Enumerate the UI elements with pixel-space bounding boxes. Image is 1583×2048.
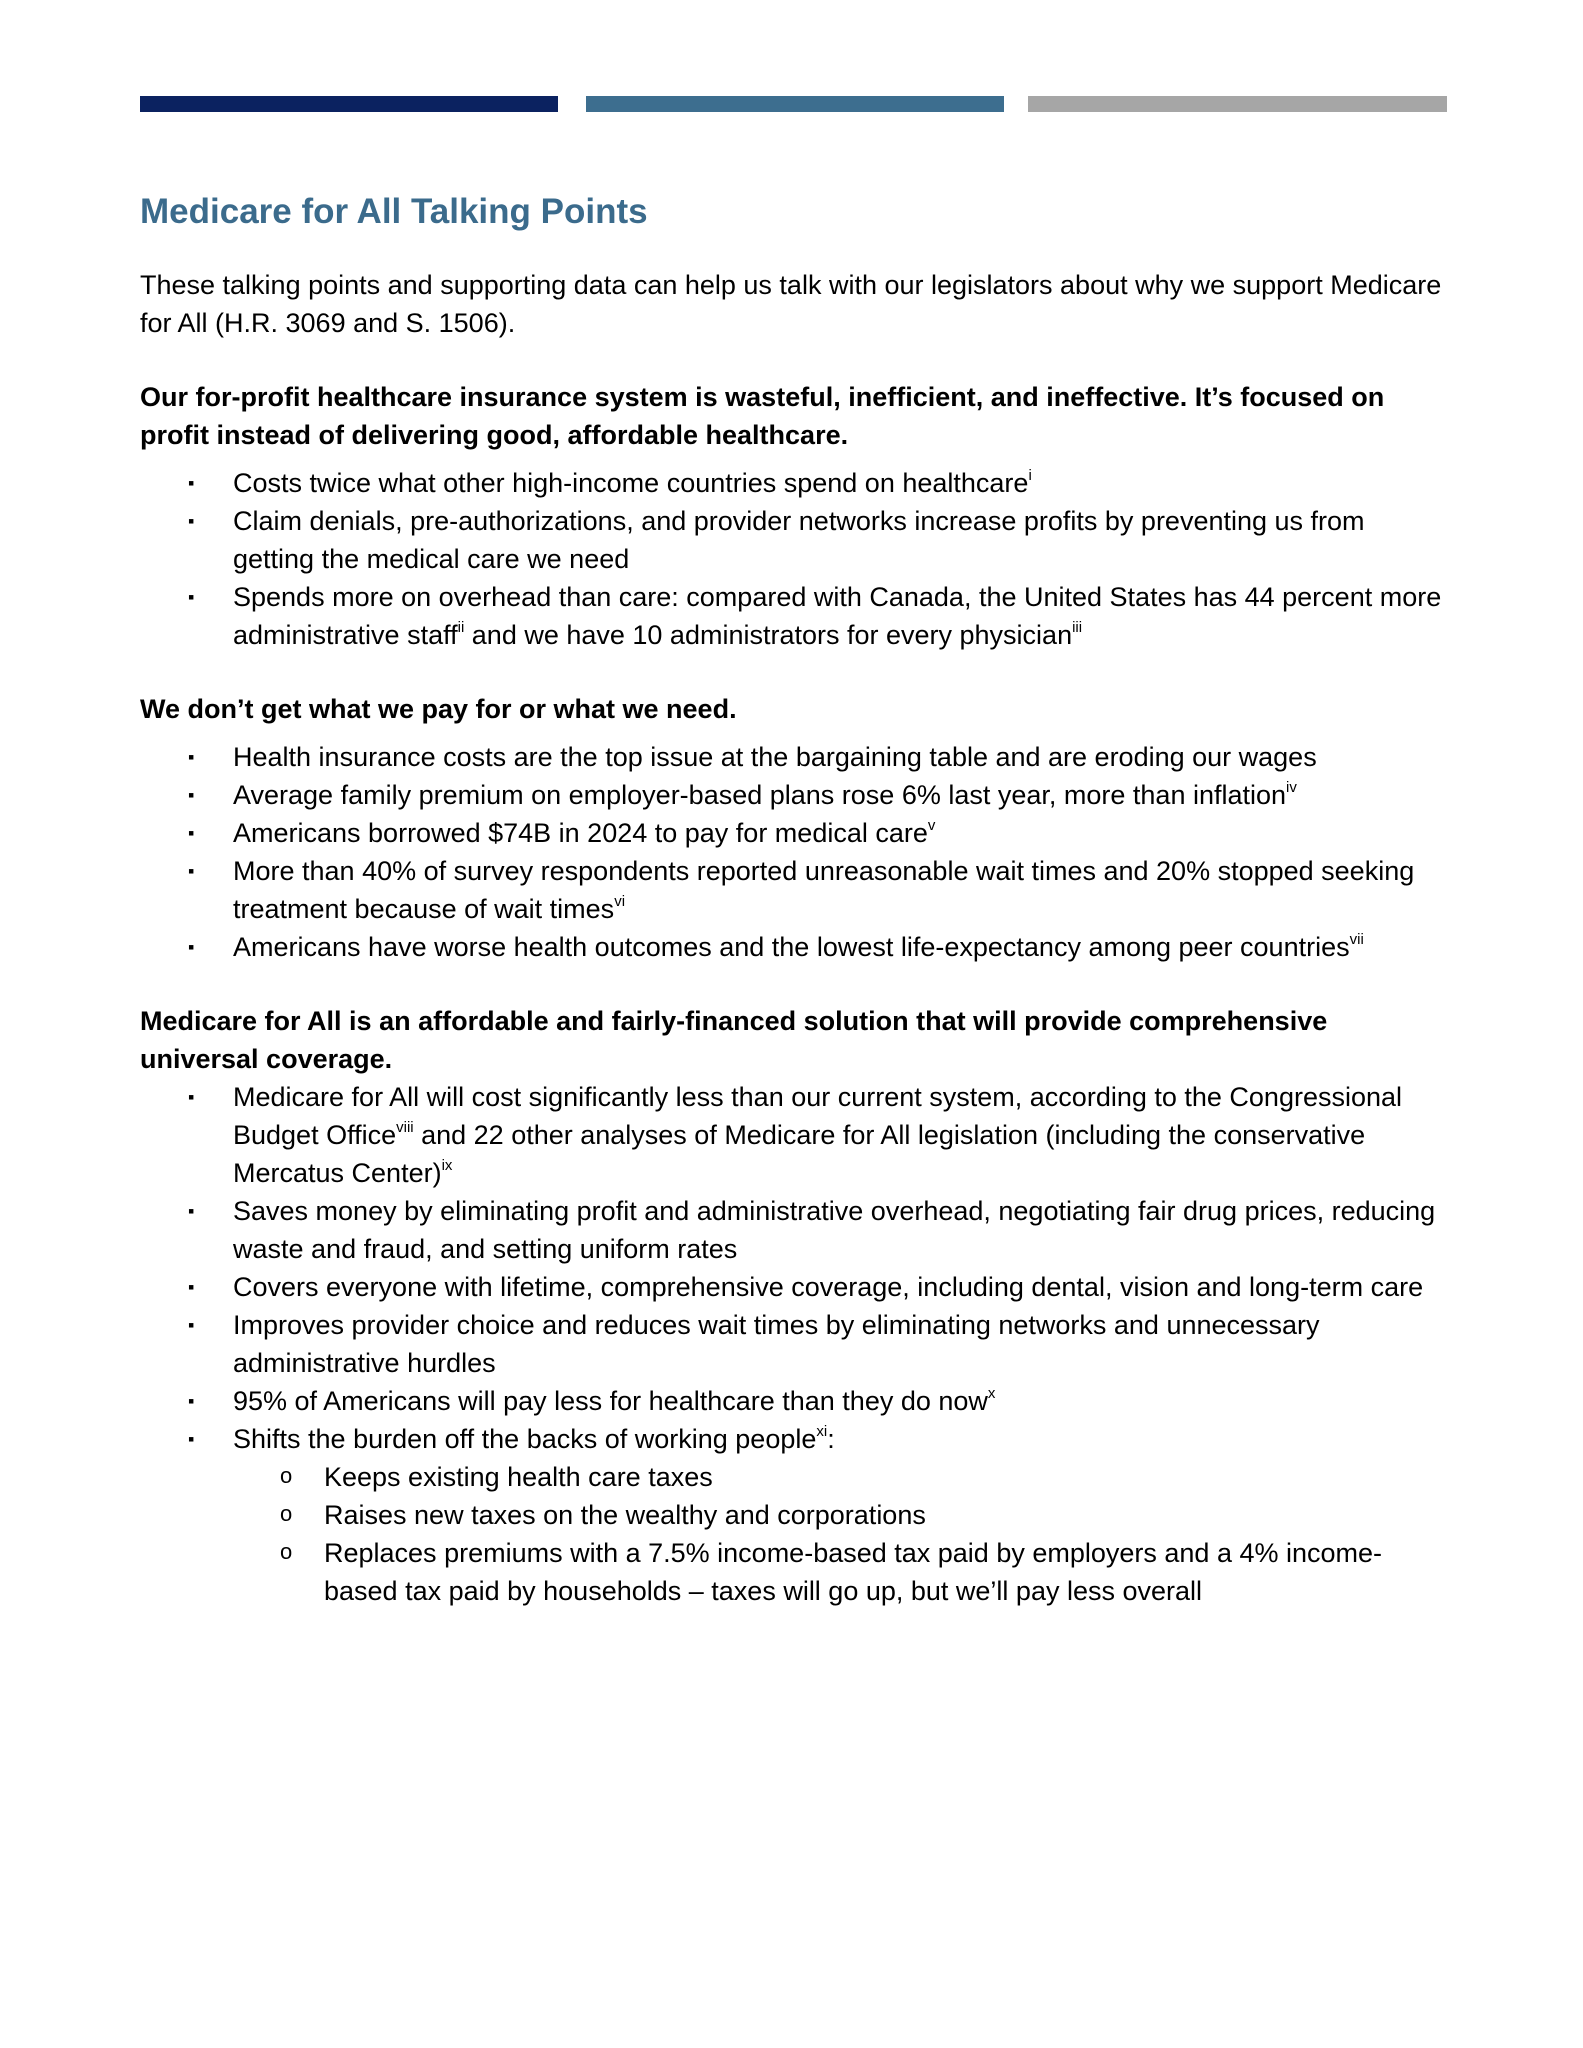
endnote-ref: vi: [614, 893, 626, 910]
square-bullet-icon: ▪: [188, 1429, 195, 1449]
endnote-ref: v: [927, 817, 936, 834]
endnote-ref: i: [1028, 467, 1032, 484]
list-item: ▪ Costs twice what other high-income countries spend on healthcare$^i$: [140, 464, 1450, 502]
section-problem: [140, 378, 1450, 654]
bullet-list: [140, 464, 1450, 654]
list-item: ▪ Improves provider choice and reduces wait times by eliminating networks and unnecessary administrative hurdles: [140, 1306, 1450, 1382]
endnote-ref: viii: [396, 1119, 414, 1136]
square-bullet-icon: ▪: [188, 511, 195, 531]
circle-bullet-icon: o: [280, 1463, 293, 1488]
sub-bullet-list: [233, 1458, 1450, 1610]
sub-list-item: o Keeps existing health care taxes: [230, 1458, 1450, 1496]
square-bullet-icon: ▪: [188, 1087, 195, 1107]
bullet-list: [140, 1078, 1450, 1610]
intro-paragraph: These talking points and supporting data can help us talk with our legislators about why we support Medicare for All (H.R. 3069 and S. 1506).: [140, 270, 1442, 338]
square-bullet-icon: ▪: [188, 861, 195, 881]
list-item: ▪ Average family premium on employer-based plans rose 6% last year, more than inflation$^{iv}$: [140, 776, 1450, 814]
section-heading: We don’t get what we pay for or what we need.: [140, 694, 737, 724]
list-item: ▪ More than 40% of survey respondents reported unreasonable wait times and 20% stopped seeking treatment because of wait times$^{vi}$: [140, 852, 1450, 928]
section-heading: Medicare for All is an affordable and fairly-financed solution that will provide comprehensive universal coverage.: [140, 1006, 1328, 1074]
document-body: [140, 186, 1450, 1610]
square-bullet-icon: ▪: [188, 1315, 195, 1335]
endnote-ref: ii: [457, 619, 465, 636]
sub-list-item: o Raises new taxes on the wealthy and corporations: [230, 1496, 1450, 1534]
endnote-ref: iv: [1286, 779, 1297, 796]
square-bullet-icon: ▪: [188, 1277, 195, 1297]
list-item: ▪ Americans have worse health outcomes and the lowest life-expectancy among peer countries$^{vii}$: [140, 928, 1450, 966]
bullet-list: [140, 738, 1450, 966]
sub-list-item: o Replaces premiums with a 7.5% income-based tax paid by employers and a 4% income-based tax paid by households – taxes will go up, but we’ll pay less overall: [230, 1534, 1450, 1610]
square-bullet-icon: ▪: [188, 785, 195, 805]
circle-bullet-icon: o: [280, 1539, 293, 1564]
square-bullet-icon: ▪: [188, 823, 195, 843]
header-bar-navy: [140, 96, 558, 112]
list-item: ▪ 95% of Americans will pay less for healthcare than they do now$^x$: [140, 1382, 1450, 1420]
section-costs: [140, 690, 1450, 966]
list-item: ▪ Health insurance costs are the top issue at the bargaining table and are eroding our wages: [140, 738, 1450, 776]
list-item: ▪ Medicare for All will cost significantly less than our current system, according to the Congressional Budget Office$^{viii}$ and 22 other analyses of Medicare for All legislation (including the conservative Mercatus Center)$^{ix}$: [140, 1078, 1450, 1192]
endnote-ref: iii: [1072, 619, 1083, 636]
square-bullet-icon: ▪: [188, 587, 195, 607]
header-bar-gray: [1028, 96, 1447, 112]
endnote-ref: ix: [441, 1157, 453, 1174]
endnote-ref: xi: [816, 1423, 828, 1440]
list-item: ▪ Saves money by eliminating profit and administrative overhead, negotiating fair drug prices, reducing waste and fraud, and setting uniform rates: [140, 1192, 1450, 1268]
list-item: ▪ Claim denials, pre-authorizations, and provider networks increase profits by preventing us from getting the medical care we need: [140, 502, 1450, 578]
square-bullet-icon: ▪: [188, 1201, 195, 1221]
list-item: ▪ Spends more on overhead than care: compared with Canada, the United States has 44 percent more administrative staff$^{ii}$ and we have 10 administrators for every physician$^{iii}$: [140, 578, 1450, 654]
square-bullet-icon: ▪: [188, 473, 195, 493]
circle-bullet-icon: o: [280, 1501, 293, 1526]
endnote-ref: x: [987, 1385, 996, 1402]
square-bullet-icon: ▪: [188, 1391, 195, 1411]
header-bar-blue: [586, 96, 1004, 112]
list-item: ▪ Shifts the burden off the backs of working people$^{xi}$: o Keeps existing health care taxes o Raises new taxes on the wealthy and corporations o Replaces premiums with a 7.5% income-based tax paid by employers and a 4% income-based tax paid by households – taxes will go up, but we’ll pay less overall: [140, 1420, 1450, 1610]
list-item: ▪ Covers everyone with lifetime, comprehensive coverage, including dental, vision and long-term care: [140, 1268, 1450, 1306]
list-item: ▪ Americans borrowed $74B in 2024 to pay for medical care$^v$: [140, 814, 1450, 852]
square-bullet-icon: ▪: [188, 747, 195, 767]
square-bullet-icon: ▪: [188, 937, 195, 957]
section-solution: [140, 1002, 1450, 1610]
page-title: Medicare for All Talking Points: [140, 192, 648, 231]
endnote-ref: vii: [1349, 931, 1364, 948]
section-heading: Our for-profit healthcare insurance system is wasteful, inefficient, and ineffective. It’s focused on profit instead of delivering good, affordable healthcare.: [140, 382, 1385, 450]
